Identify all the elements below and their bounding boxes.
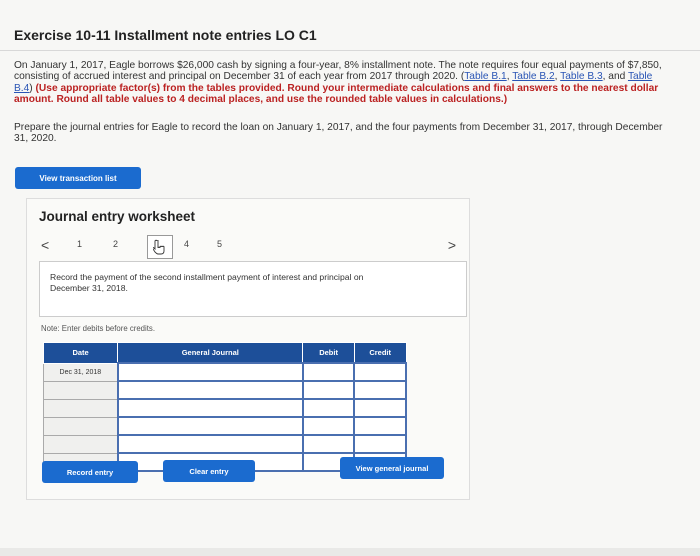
next-arrow-icon[interactable]: > <box>447 237 456 253</box>
date-cell[interactable] <box>44 435 118 453</box>
page-3-tab-current[interactable] <box>147 235 173 259</box>
date-column-header: Date <box>44 343 118 364</box>
account-column-header: General Journal <box>118 343 303 364</box>
table-b4-link[interactable]: Table B.4 <box>14 71 653 94</box>
hand-pointer-icon <box>153 239 167 255</box>
debit-cell[interactable] <box>303 363 354 381</box>
debit-cell[interactable] <box>303 435 354 453</box>
page-title: Exercise 10-11 Installment note entries LO C1 <box>14 27 317 43</box>
separator: ) <box>29 82 36 94</box>
table-row <box>44 435 407 453</box>
credit-cell[interactable] <box>354 399 406 417</box>
credit-cell[interactable] <box>354 435 406 453</box>
debit-cell[interactable] <box>303 381 354 399</box>
credit-column-header: Credit <box>354 343 406 364</box>
separator: , <box>506 71 513 83</box>
table-row <box>44 363 407 381</box>
table-row <box>44 381 407 399</box>
divider <box>0 50 700 51</box>
page-footer <box>0 548 700 556</box>
page-1-tab[interactable]: 1 <box>77 239 83 249</box>
page-2-tab[interactable]: 2 <box>113 239 119 249</box>
account-cell[interactable] <box>118 399 303 417</box>
table-b2-link[interactable]: Table B.2 <box>512 71 555 83</box>
date-cell[interactable] <box>44 399 118 417</box>
separator: , and <box>602 71 628 83</box>
view-general-journal-button[interactable]: View general journal <box>340 457 444 479</box>
account-cell[interactable] <box>118 363 303 381</box>
date-cell[interactable] <box>44 417 118 435</box>
date-cell[interactable] <box>44 381 118 399</box>
journal-table <box>43 342 407 472</box>
account-cell[interactable] <box>118 381 303 399</box>
task-description-box <box>39 261 467 317</box>
table-b3-link[interactable]: Table B.3 <box>560 71 603 83</box>
problem-statement <box>14 60 669 106</box>
credit-cell[interactable] <box>354 381 406 399</box>
table-b1-link[interactable]: Table B.1 <box>464 71 507 83</box>
date-cell[interactable]: Dec 31, 2018 <box>44 363 118 381</box>
rounding-instructions: (Use appropriate factor(s) from the tables provided. Round your intermediate calculations and final answers to the nearest dollar amount. Round all table values to 4 decimal places, and use the rounded table values in calculations.) <box>14 82 659 106</box>
worksheet-pagination <box>37 235 462 261</box>
separator: , <box>554 71 561 83</box>
page-4-tab[interactable]: 4 <box>184 239 190 249</box>
debit-column-header: Debit <box>303 343 354 364</box>
task-prompt: Prepare the journal entries for Eagle to record the loan on January 1, 2017, and the four payments from December 31, 2017, through December 31, 2020. <box>14 122 663 145</box>
account-cell[interactable] <box>118 435 303 453</box>
journal-entry-worksheet <box>26 198 470 500</box>
credit-cell[interactable] <box>354 363 406 381</box>
task-description: Record the payment of the second installment payment of interest and principal on December 31, 2018. <box>50 272 364 293</box>
prev-arrow-icon[interactable]: < <box>41 237 50 253</box>
table-row <box>44 417 407 435</box>
credit-cell[interactable] <box>354 417 406 435</box>
record-entry-button[interactable]: Record entry <box>42 461 138 483</box>
entry-note: Note: Enter debits before credits. <box>41 324 155 333</box>
account-cell[interactable] <box>118 417 303 435</box>
page-5-tab[interactable]: 5 <box>217 239 223 249</box>
view-transaction-list-button[interactable]: View transaction list <box>15 167 141 189</box>
clear-entry-button[interactable]: Clear entry <box>163 460 255 482</box>
worksheet-title: Journal entry worksheet <box>39 209 196 224</box>
table-row <box>44 399 407 417</box>
debit-cell[interactable] <box>303 417 354 435</box>
debit-cell[interactable] <box>303 399 354 417</box>
problem-intro: On January 1, 2017, Eagle borrows $26,000 cash by signing a four-year, 8% installment note. The note requires four equal payments of $7,850, consisting of accrued interest and principal on December 31 of each year from 2017 through 2020. ( <box>14 60 662 83</box>
